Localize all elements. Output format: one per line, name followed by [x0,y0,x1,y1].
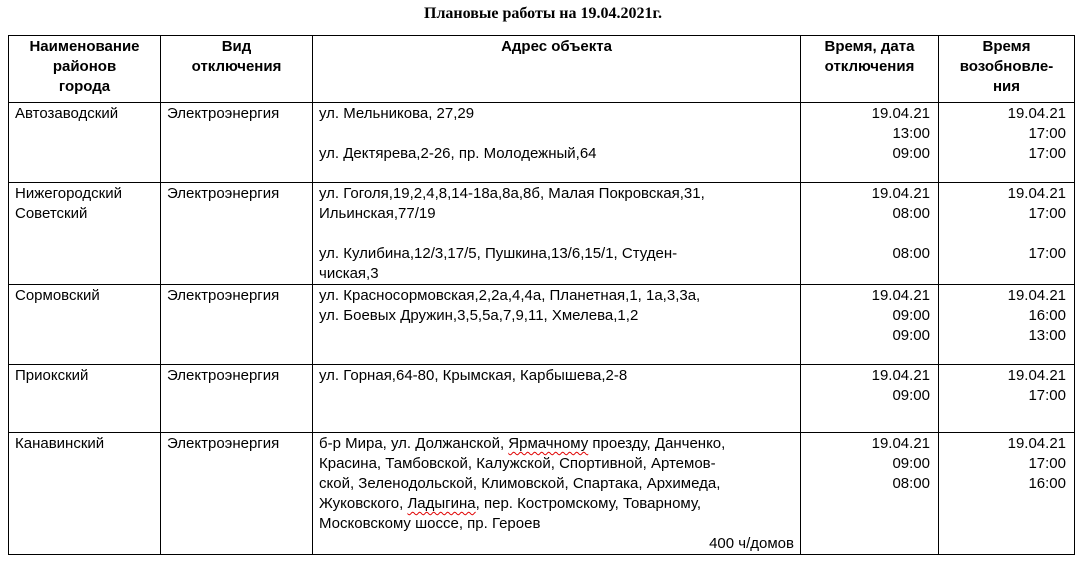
off-time-cell: 19.04.21 13:00 09:00 [801,103,939,183]
off-time-cell: 19.04.21 08:00 08:00 [801,183,939,285]
header-type: Вид отключения [161,36,313,103]
page-title: Плановые работы на 19.04.2021г. [424,5,662,22]
address-cell: ул. Гоголя,19,2,4,8,14-18а,8а,8б, Малая Покровская,31, Ильинская,77/19 ул. Кулибина,12/3,17/5, Пушкина,13/6,15/1, Студен- чиская,3 [313,183,801,285]
address-cell: ул. Горная,64-80, Крымская, Карбышева,2-8 [313,365,801,433]
header-address: Адрес объекта [313,36,801,103]
off-time-cell: 19.04.21 09:00 09:00 [801,285,939,365]
district-cell: Автозаводский [9,103,161,183]
address-cell: ул. Мельникова, 27,29 ул. Дектярева,2-26, пр. Молодежный,64 [313,103,801,183]
table-row [9,183,1075,285]
address-text: Жуковского, [319,495,408,512]
address-text: б-р Мира, ул. Должанской, [319,435,509,452]
address-text: проезду, Данченко, [588,435,726,452]
type-cell: Электроэнергия [161,433,313,555]
table-row [9,103,1075,183]
restore-time-cell: 19.04.21 17:00 16:00 [939,433,1075,555]
type-cell: Электроэнергия [161,183,313,285]
table-row [9,433,1075,555]
restore-time-cell: 19.04.21 17:00 [939,365,1075,433]
table-header-row [9,36,1075,103]
district-cell: Сормовский [9,285,161,365]
header-district: Наименование районов города [9,36,161,103]
planned-works-table [8,35,1075,555]
type-cell: Электроэнергия [161,365,313,433]
header-restore-time: Время возобновле- ния [939,36,1075,103]
houses-count: 400 ч/домов [709,535,794,552]
off-time-cell: 19.04.21 09:00 08:00 [801,433,939,555]
restore-time-cell: 19.04.21 17:00 17:00 [939,103,1075,183]
type-cell: Электроэнергия [161,285,313,365]
spellcheck-word: Ладыгина [407,495,476,512]
address-cell: б-р Мира, ул. Должанской, Ярмачному проезду, Данченко, Красина, Тамбовской, Калужской, Спортивной, Артемов- ской, Зеленодольской, Климовской, Спартака, Архимеда, Жуковского, Ладыгина, пер. Костромскому, Товарному, Московскому шоссе, пр. Героев 400 ч/домов [313,433,801,555]
spellcheck-word: Ярмачному [508,435,589,452]
off-time-cell: 19.04.21 09:00 [801,365,939,433]
district-cell: Канавинский [9,433,161,555]
district-cell: Приокский [9,365,161,433]
district-cell: Нижегородский Советский [9,183,161,285]
table-row [9,365,1075,433]
header-off-time: Время, дата отключения [801,36,939,103]
address-text: , пер. Костромскому, Товарному, [475,495,702,512]
restore-time-cell: 19.04.21 16:00 13:00 [939,285,1075,365]
address-cell: ул. Красносормовская,2,2а,4,4а, Планетная,1, 1а,3,3а, ул. Боевых Дружин,3,5,5а,7,9,11, Хмелева,1,2 [313,285,801,365]
type-cell: Электроэнергия [161,103,313,183]
table-row [9,285,1075,365]
restore-time-cell: 19.04.21 17:00 17:00 [939,183,1075,285]
